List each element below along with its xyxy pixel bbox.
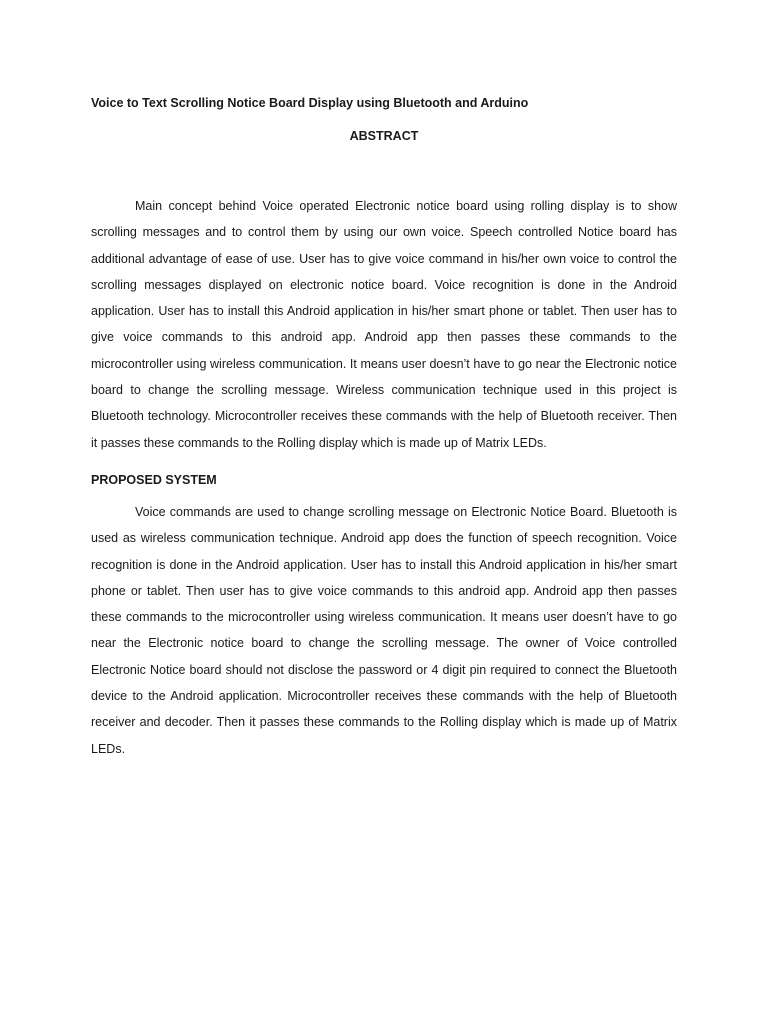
proposed-system-paragraph: Voice commands are used to change scrolling message on Electronic Notice Board. Bluetooth is used as wireless communication technique. Android app does the function of speech recognition. Voice recognition is done in the Android application. User has to install this Android application in his/her smart phone or tablet. Then user has to give voice commands to this android app. Android app then passes these commands to the microcontroller using wireless communication. It means user doesn’t have to go near the Electronic notice board to change the scrolling message. The owner of Voice controlled Electronic Notice board should not disclose the password or 4 digit pin required to connect the Bluetooth device to the Android application. Microcontroller receives these commands with the help of Bluetooth receiver and decoder. Then it passes these commands to the Rolling display which is made up of Matrix LEDs.: [91, 505, 677, 756]
abstract-paragraph: Main concept behind Voice operated Electronic notice board using rolling display is to show scrolling messages and to control them by using our own voice. Speech controlled Notice board has additional advantage of ease of use. User has to give voice command in his/her own voice to control the scrolling messages displayed on electronic notice board. Voice recognition is done in the Android application. User has to install this Android application in his/her smart phone or tablet. Then user has to give voice commands to this android app. Android app then passes these commands to the microcontroller using wireless communication. It means user doesn’t have to go near the Electronic notice board to change the scrolling message. Wireless communication technique used in this project is Bluetooth technology. Microcontroller receives these commands with the help of Bluetooth receiver. Then it passes these commands to the Rolling display which is made up of Matrix LEDs.: [91, 199, 677, 450]
proposed-system-heading: PROPOSED SYSTEM: [91, 473, 217, 487]
abstract-heading: ABSTRACT: [349, 129, 419, 143]
document-title: Voice to Text Scrolling Notice Board Display using Bluetooth and Arduino: [91, 96, 529, 110]
